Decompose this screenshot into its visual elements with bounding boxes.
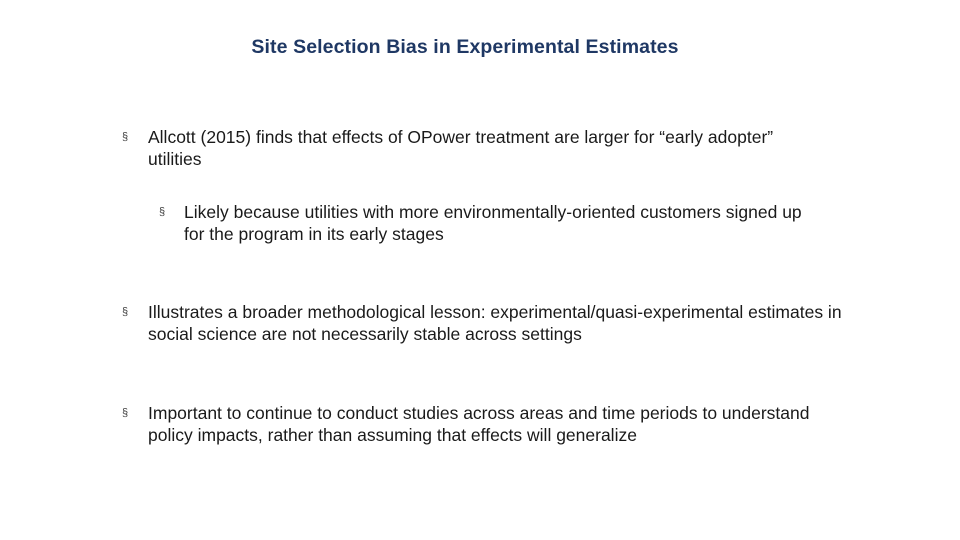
- slide-title: Site Selection Bias in Experimental Estimates: [251, 36, 679, 58]
- sub-bullet-text: Likely because utilities with more environmentally-oriented customers signed up for the program in its early stages: [184, 202, 802, 244]
- bullet-text: Allcott (2015) finds that effects of OPower treatment are larger for “early adopter” utilities: [148, 127, 774, 169]
- bullet-text: Illustrates a broader methodological lesson: experimental/quasi-experimental estimates in social science are not necessarily stable across settings: [148, 302, 842, 344]
- sub-bullet-item: [159, 201, 819, 245]
- bullet-item: [122, 126, 822, 170]
- bullet-marker-icon: §: [122, 131, 129, 143]
- bullet-item: [122, 301, 842, 345]
- bullet-marker-icon: §: [122, 306, 129, 318]
- bullet-item: [122, 402, 842, 446]
- bullet-marker-icon: §: [159, 206, 166, 218]
- bullet-marker-icon: §: [122, 407, 129, 419]
- bullet-text: Important to continue to conduct studies across areas and time periods to understand policy impacts, rather than assuming that effects will generalize: [148, 403, 810, 445]
